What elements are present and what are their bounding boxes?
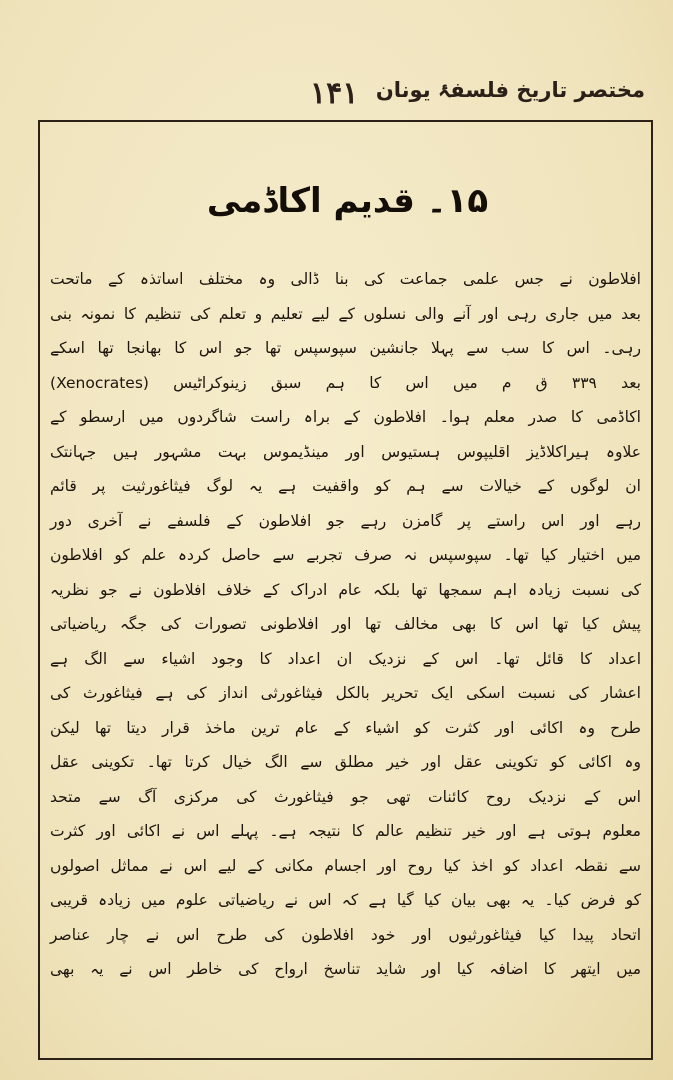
text-line: بعد ۳۳۹ ق م میں اس کا ہم سبق زینوکراٹیس (Xenocrates) xyxy=(50,373,641,392)
text-line: اتحاد پیدا کیا فیثاغورثیوں اور خود افلاطون کی طرح اس نے چار عناصر xyxy=(50,925,641,944)
text-line: رہے اور اس راستے پر گامزن رہے جو افلاطون کے فلسفے نے آخری دور xyxy=(50,511,641,530)
text-line: بعد میں جاری رہی اور آنے والی نسلوں کے لیے تعلیم و تعلم کی تنظیم کا نمونہ بنی xyxy=(50,304,641,323)
text-line: اعداد کا قائل تھا۔ اس کے نزدیک ان اعداد کا وجود اشیاء سے الگ ہے xyxy=(50,649,641,668)
text-line: اس کے نزدیک روح کائنات تھی جو فیثاغورث کی مرکزی آگ سے متحد xyxy=(50,787,641,806)
chapter-title: ۱۵۔ قدیم اکاڈمی xyxy=(206,181,489,221)
body-paragraph xyxy=(40,262,655,987)
running-head xyxy=(0,74,673,114)
text-frame xyxy=(38,120,653,1060)
book-title: مختصر تاریخ فلسفۂ یونان xyxy=(375,78,645,102)
text-line: وہ اکائی کو تکوینی عقل اور خیر مطلق سے الگ خیال کرتا تھا۔ تکوینی عقل xyxy=(50,753,641,771)
text-line: کی نسبت زیادہ اہم سمجھا تھا بلکہ عام ادراک کے خلاف افلاطون نے جو نظریہ xyxy=(50,580,641,599)
text-line: اعشار کی نسبت اسکی ایک تحریر بالکل فیثاغورثی انداز کی ہے فیثاغورث کی xyxy=(50,684,641,702)
text-line: کو فرض کیا۔ یہ بھی بیان کیا گیا ہے کہ اس نے ریاضیاتی علوم میں زیادہ قریبی xyxy=(50,891,641,909)
text-line: علاوہ ہیراکلاڈیز اقلیپوس ہستیوس اور مینڈیموس بہت مشہور ہیں جہانتک xyxy=(50,442,641,461)
text-line: میں ایتھر کا اضافہ کیا اور شاید تناسخ ارواح کی خاطر اس نے یہ بھی xyxy=(50,960,641,978)
text-line: میں اختیار کیا تھا۔ سپوسپس نہ صرف تجربے سے حاصل کردہ علم کو افلاطون xyxy=(50,546,641,564)
text-line: ان لوگوں کے خیالات سے ہم کو واقفیت ہے یہ لوگ فیثاغورثیت پر قائم xyxy=(50,477,641,495)
text-line: سے نقطہ اعداد کو اخذ کیا روح اور اجسام مکانی کے لیے اس نے مماثل اصولوں xyxy=(50,856,641,875)
text-line: معلوم ہوتی ہے اور خیر تنظیم عالم کا نتیجہ ہے۔ پہلے اس نے اکائی اور کثرت xyxy=(50,822,641,840)
page-number: ۱۴۱ xyxy=(310,76,359,111)
text-line: طرح وہ اکائی اور کثرت کو اشیاء کے عام ترین ماخذ قرار دیتا تھا لیکن xyxy=(50,718,641,737)
text-line: افلاطون نے جس علمی جماعت کی بنا ڈالی وہ مختلف اساتذہ کے ماتحت xyxy=(50,270,641,288)
text-line: پیش کیا تھا اس کا بھی مخالف تھا اور افلاطونی تصورات کی جگہ ریاضیاتی xyxy=(50,615,641,633)
text-line: رہی۔ اس کا سب سے پہلا جانشین سپوسپس تھا جو اس کا بھانجا تھا اسکے xyxy=(50,339,641,357)
text-line: اکاڈمی کا صدر معلم ہوا۔ افلاطون کے براہ راست شاگردوں میں ارسطو کے xyxy=(50,408,641,426)
